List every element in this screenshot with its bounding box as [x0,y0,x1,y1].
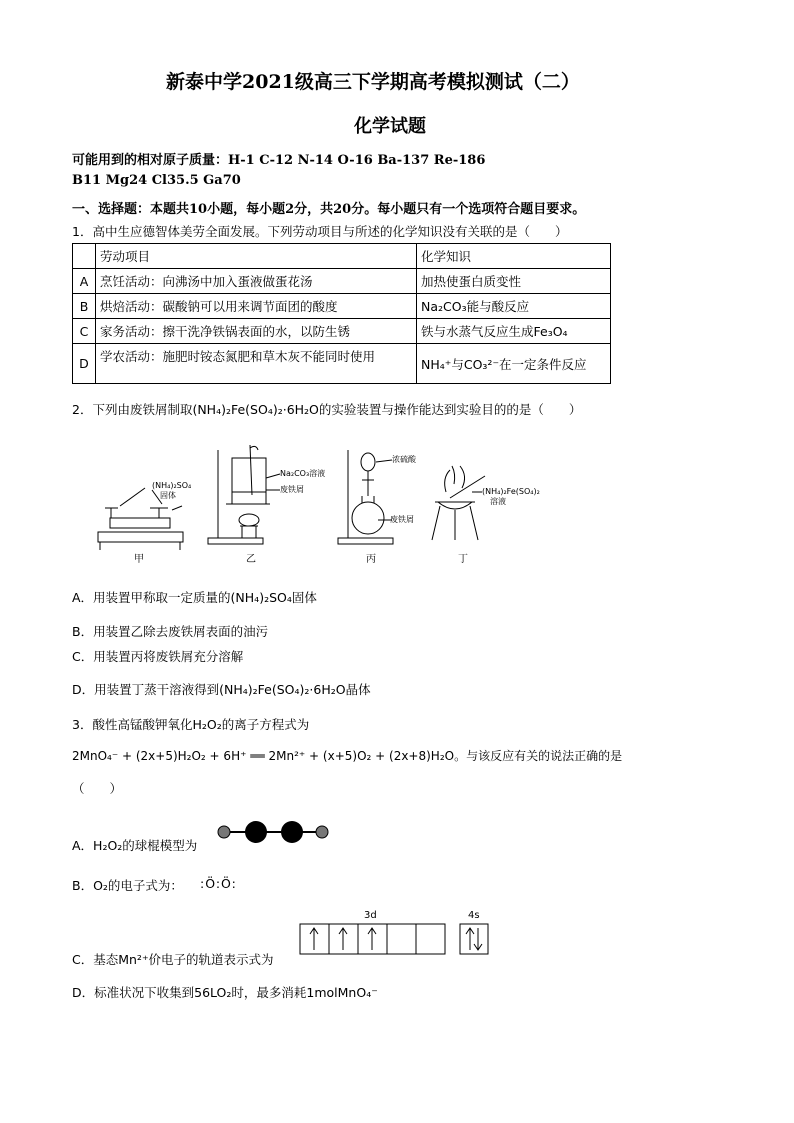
activity-cell: 家务活动：擦干洗净铁锅表面的水，以防生锈 [96,319,417,344]
row-label: C [73,319,96,344]
jia-state-label: 固体 [160,491,176,500]
page-title: 新泰中学2021级高三下学期高考模拟测试（二） [166,71,580,93]
table-row [73,319,611,344]
jia-reagent-label: (NH₄)₂SO₄ [152,481,192,490]
table-row [73,244,611,269]
subject-title: 化学试题 [354,116,426,137]
knowledge-cell: NH₄⁺与CO₃²⁻在一定条件反应 [417,344,611,384]
label-yi: 乙 [246,554,256,565]
q1-table [72,243,611,384]
row-label: A [73,269,96,294]
activity-cell: 烘焙活动：碳酸钠可以用来调节面团的酸度 [96,294,417,319]
beaker-apparatus [208,445,280,544]
flask-apparatus [338,450,393,544]
label-4s: 4s [468,910,480,921]
label-3d: 3d [364,910,377,921]
table-row [73,294,611,319]
knowledge-cell: 加热使蛋白质变性 [417,269,611,294]
q3-blank: （ ） [72,781,123,796]
atomic-masses-line1: 可能用到的相对原子质量：H-1 C-12 N-14 O-16 Ba-137 Re-186 [72,153,486,168]
q3-option-a: A．H₂O₂的球棍模型为 [72,838,198,853]
q3-stem: 3．酸性高锰酸钾氧化H₂O₂的离子方程式为 [72,717,310,732]
yi-reagent-label: Na₂CO₃溶液 [280,469,326,478]
q3-option-d: D．标准状况下收集到56LO₂时，最多消耗1molMnO₄⁻ [72,985,378,1000]
evaporating-apparatus [432,466,485,540]
table-row [73,269,611,294]
table-header-knowledge: 化学知识 [417,244,611,269]
activity-cell: 烹饪活动：向沸汤中加入蛋液做蛋花汤 [96,269,417,294]
q3-option-b: B．O₂的电子式为： [72,878,183,893]
section-heading: 一、选择题：本题共10小题，每小题2分，共20分。每小题只有一个选项符合题目要求。 [72,202,586,217]
knowledge-cell: 铁与水蒸气反应生成Fe₃O₄ [417,319,611,344]
label-bing: 丙 [366,554,376,565]
q1-stem: 1．高中生应德智体美劳全面发展。下列劳动项目与所述的化学知识没有关联的是（ ） [72,224,568,239]
table-cell [73,244,96,269]
q2-stem: 2．下列由废铁屑制取(NH₄)₂Fe(SO₄)₂·6H₂O的实验装置与操作能达到实验目的的是（ ） [72,402,582,417]
label-jia: 甲 [134,554,144,565]
yi-scrap-label: 废铁屑 [280,485,304,494]
q2-option-d: D．用装置丁蒸干溶液得到(NH₄)₂Fe(SO₄)₂·6H₂O晶体 [72,682,371,697]
apparatus-figure [90,440,590,570]
q3-equation: 2MnO₄⁻ + (2x+5)H₂O₂ + 6H⁺ ══ 2Mn²⁺ + (x+5)O₂ + (2x+8)H₂O。与该反应有关的说法正确的是 [72,749,623,763]
ding-reagent-label: (NH₄)₂Fe(SO₄)₂ [482,487,540,496]
ding-state-label: 溶液 [490,497,506,506]
activity-cell: 学农活动：施肥时铵态氮肥和草木灰不能同时使用 [96,344,417,384]
ball-stick-model [214,818,334,846]
bing-acid-label: 浓硫酸 [392,455,416,464]
table-header-activity: 劳动项目 [96,244,417,269]
q2-option-c: C．用装置丙将废铁屑充分溶解 [72,649,244,664]
knowledge-cell: Na₂CO₃能与酸反应 [417,294,611,319]
row-label: D [73,344,96,384]
o2-electron-formula: :Ö:Ö: [200,876,237,891]
orbital-diagram [298,908,494,958]
q2-option-b: B．用装置乙除去废铁屑表面的油污 [72,624,269,639]
row-label: B [73,294,96,319]
table-row [73,344,611,384]
q3-option-c: C．基态Mn²⁺价电子的轨道表示式为 [72,952,274,967]
label-ding: 丁 [458,554,468,565]
bing-scrap-label: 废铁屑 [390,515,414,524]
q2-option-a: A．用装置甲称取一定质量的(NH₄)₂SO₄固体 [72,590,317,605]
atomic-masses-line2: B11 Mg24 Cl35.5 Ga70 [72,173,241,188]
